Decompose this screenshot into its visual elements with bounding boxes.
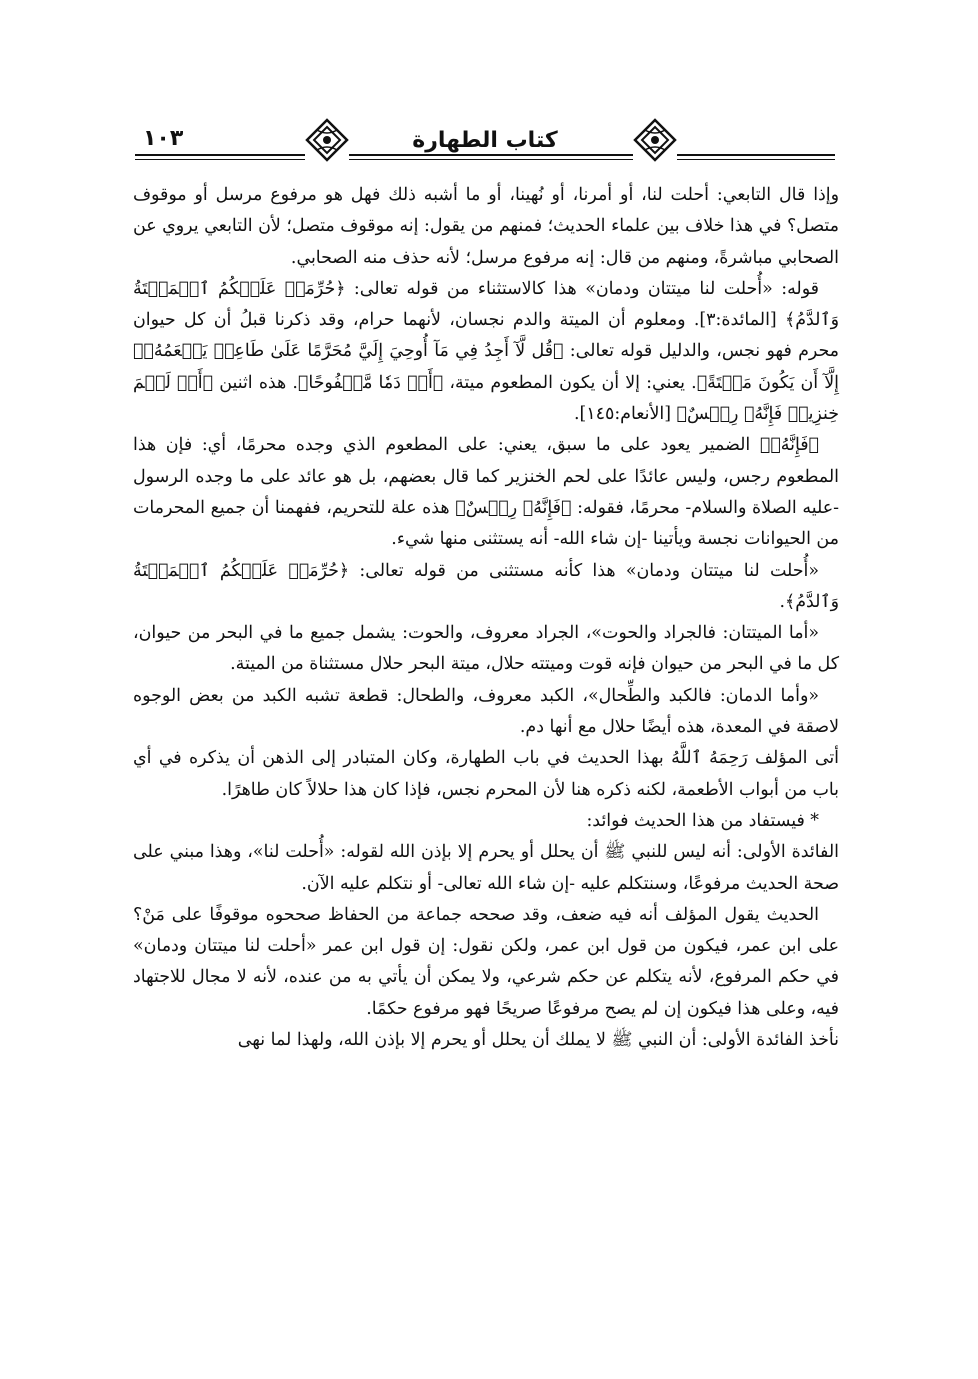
book-title: كتاب الطهارة [385, 128, 585, 153]
paragraph: قوله: «أُحلت لنا ميتتان ودمان» هذا كالاستثناء من قوله تعالى: ﴿حُرِّمَتۡ عَلَيۡكُمُ ٱلۡمَيۡتَةُ وَٱلدَّمُ﴾ [المائدة:٣]. ومعلوم أن الميتة والدم نجسان، لأنهما حرام، وقد ذكرنا قبلُ أن كل حيوان محرم فهو نجس، والدليل قوله تعالى: ﴿قُل لَّآ أَجِدُ فِي مَآ أُوحِيَ إِلَيَّ مُحَرَّمًا عَلَىٰ طَاعِمٖ يَطۡعَمُهُۥٓ إِلَّآ أَن يَكُونَ مَيۡتَةً﴾. يعني: إلا أن يكون المطعوم ميتة، ﴿أَوۡ دَمٗا مَّسۡفُوحًا﴾. هذه اثنين ﴿أَوۡ لَحۡمَ خِنزِيرٖ فَإِنَّهُۥ رِجۡسٌ﴾ [الأنعام:١٤٥]. [133, 278, 839, 425]
page-body [133, 180, 839, 1056]
header-rule-thin [135, 159, 835, 160]
paragraph: وإذا قال التابعي: أحلت لنا، أو أمرنا، أو نُهينا، أو ما أشبه ذلك فهل هو مرفوع مرسل أو موقوف متصل؟ في هذا خلاف بين علماء الحديث؛ فمنهم من يقول: إنه موقوف متصل؛ لأن التابعي يروي عن الصحابي مباشرةً، ومنهم من قال: إنه مرفوع مرسل؛ لأنه حذف منه الصحابي. [133, 185, 839, 268]
paragraph: «أما الميتتان: فالجراد والحوت»، الجراد معروف، والحوت: يشمل جميع ما في البحر من حيوان، كل ما في البحر من حيوان فإنه قوت وميتته حلال، ميتة البحر حلال مستثناة من الميتة. [133, 623, 839, 675]
paragraph: ﴿فَإِنَّهُۥ﴾ الضمير يعود على ما سبق، يعني: على المطعوم الذي وجده محرمًا، أي: فإن هذا المطعوم رجس، وليس عائدًا على لحم الخنزير كما قال بعضهم، بل هو عائد على ما وجده الرسول -عليه الصلاة والسلام- محرمًا، فقوله: ﴿فَإِنَّهُۥ رِجۡسٌ﴾ هذه علة للتحريم، ففهمنا أن جميع المحرمات من الحيوانات نجسة ويأتينا -إن شاء الله- أنه يستثنى منها شيء. [133, 435, 839, 550]
paragraph: الفائدة الأولى: أنه ليس للنبي ﷺ أن يحلل أو يحرم إلا بإذن الله لقوله: «أُحلت لنا»، وهذا مبني على صحة الحديث مرفوعًا، وسنتكلم عليه -إن شاء الله تعالى- أو نتكلم عليه الآن. [133, 842, 839, 894]
paragraph: «وأما الدمان: فالكبد والطِّحال»، الكبد معروف، والطحال: قطعة تشبه الكبد من بعض الوجوه لاصقة في المعدة، هذه أيضًا حلال مع أنها دم. [133, 685, 839, 738]
paragraph: نأخذ الفائدة الأولى: أن النبي ﷺ لا يملك أن يحلل أو يحرم إلا بإذن الله، ولهذا لما نهى [237, 1030, 839, 1051]
header-rule [135, 154, 835, 156]
page-header [135, 112, 835, 168]
ornament-icon [633, 118, 677, 162]
paragraph: * فيستفاد من هذا الحديث فوائد: [586, 810, 819, 831]
ornament-icon [305, 118, 349, 162]
paragraph: أتى المؤلف رَحِمَهُ ٱللَّهُ بهذا الحديث في باب الطهارة، وكان المتبادر إلى الذهن أن يذكره في أي باب من أبواب الأطعمة، لكنه ذكره هنا لأن المحرم نجس، فإذا كان هذا حلالاً كان طاهرًا. [133, 748, 839, 800]
paragraph: «أُحلت لنا ميتتان ودمان» هذا كأنه مستثنى من قوله تعالى: ﴿حُرِّمَتۡ عَلَيۡكُمُ ٱلۡمَيۡتَةُ وَٱلدَّمُ﴾. [133, 560, 839, 612]
page-number: ١٠٣ [139, 126, 187, 151]
paragraph: الحديث يقول المؤلف أنه فيه ضعف، وقد صححه جماعة من الحفاظ صححوه موقوفًا على مَنْ؟ على ابن عمر، فيكون من قول ابن عمر، ولكن نقول: إن قول ابن عمر «أحلت لنا ميتتان ودمان» في حكم المرفوع، لأنه يتكلم عن حكم شرعي، ولا يمكن أن يأتي به من عنده، لأنه لا مجال للاجتهاد فيه، وعلى هذا فيكون إن لم يصح مرفوعًا صريحًا فهو مرفوع حكمًا. [133, 904, 839, 1019]
